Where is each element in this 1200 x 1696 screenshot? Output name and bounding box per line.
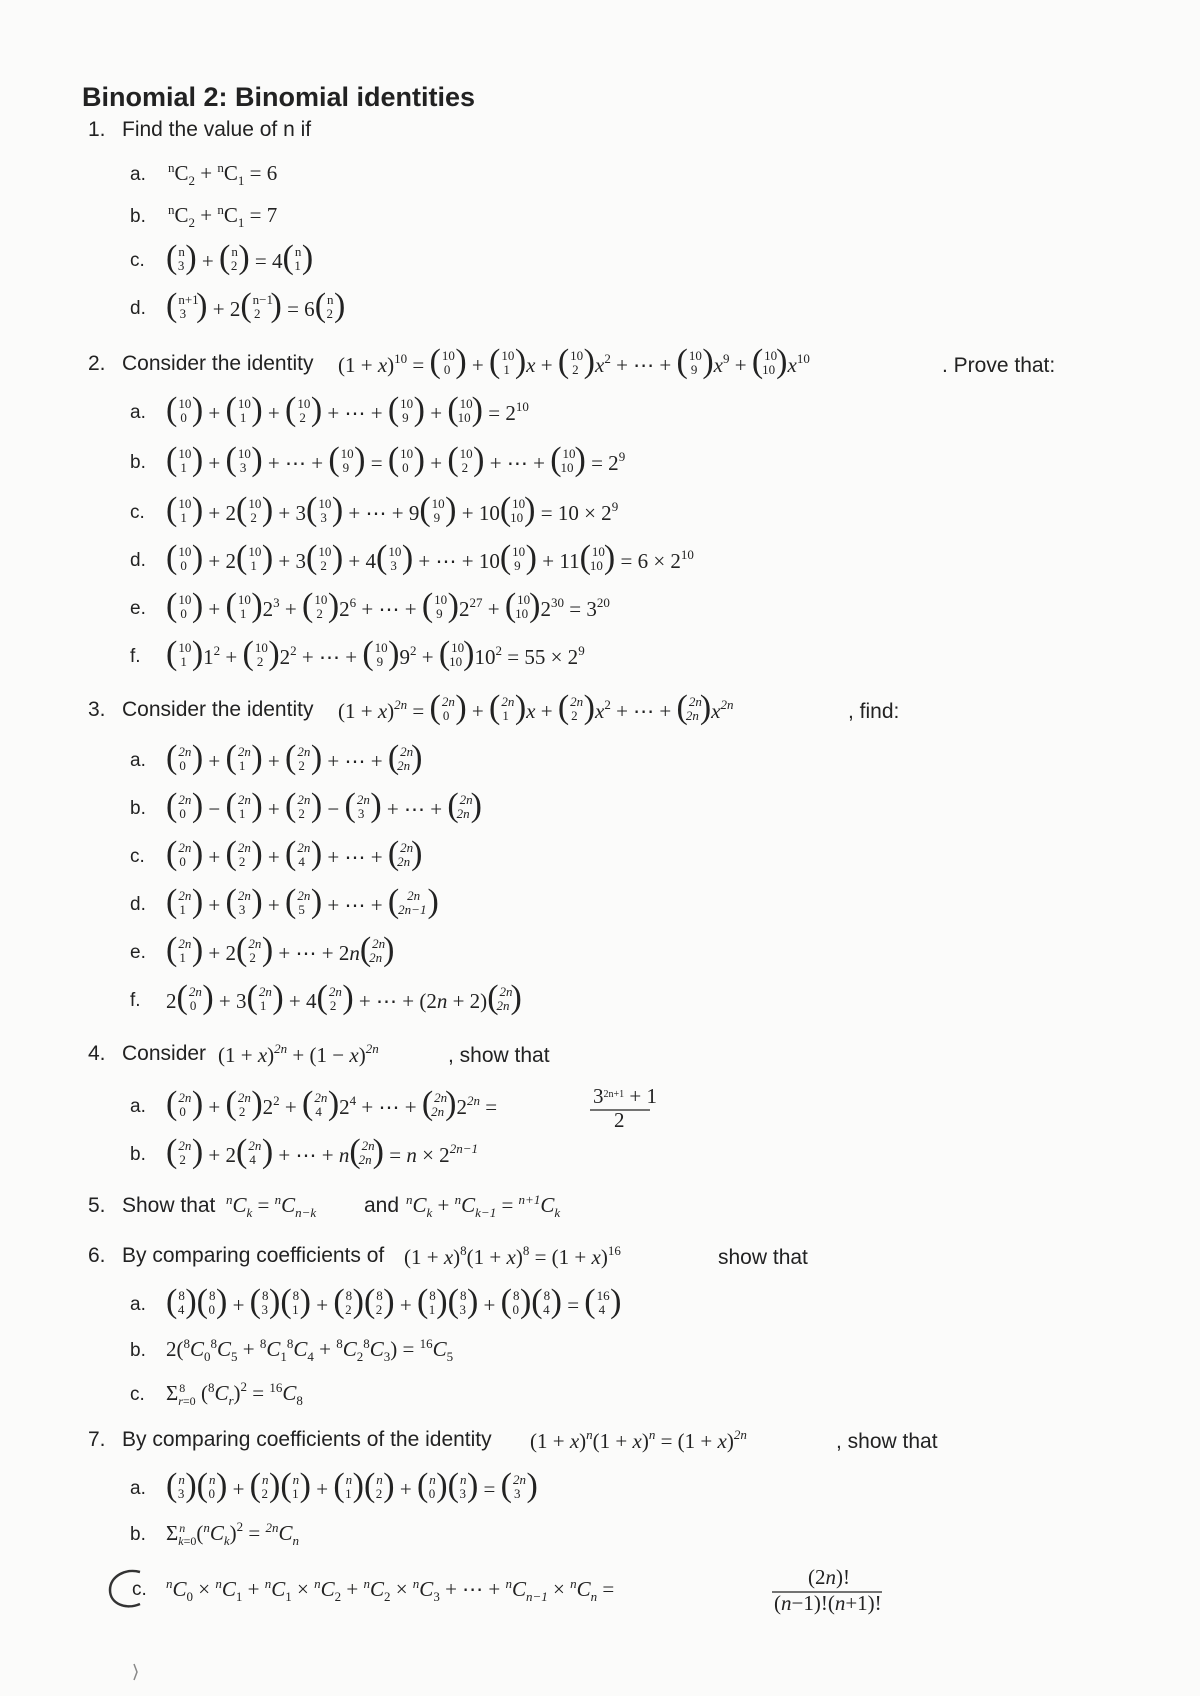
fraction-denominator: (n−1)!(n+1)!	[774, 1591, 882, 1615]
part-expression: ($^{10}$ 0 ) + ($^{10}$ 1 )$2^3 + (^{10}$ 2 )$2^6$ + ⋯ + ($^{10}$ 9 )$2^{27} + (^{10}$ $10)2^{30} = 3^{20}$	[166, 587, 610, 624]
part-expression: ($^n$ 3) + ($^n$ 2) = 4($^n$ 1)	[166, 239, 314, 276]
part-label: a.	[130, 402, 146, 423]
part-label: d.	[130, 298, 146, 319]
part-label: b.	[130, 452, 146, 473]
question-stem-text: Consider the identity	[122, 352, 314, 375]
part-2e	[130, 587, 610, 624]
part-7c	[110, 1565, 882, 1615]
part-expression: ($^{10}$ 1 ) + 2($^{10}$ 2 ) + 3($^{10}$ 3 ) + ⋯ + 9($^{10}$ 9 ) + 10($^{10}$ $10) = 10 \times 2^9$	[166, 491, 619, 528]
part-expression: ($^{10}$ 0 ) + 2($^{10}$ 1 ) + 3($^{10}$ 2 ) + 4($^{10}$ 3 ) + ⋯ + 10($^{10}$ 9 ) + 11($^{10}$ $10) = 6 \times 2^{10}$	[166, 539, 694, 576]
part-expression: ($^{2n}$ 0 ) + ($^{2n}$ 2 )$2^2 + (^{2n}$ 4 )$2^4$ + ⋯ + ($^{2n}$ $2n)2^{2n}$ =	[166, 1085, 498, 1122]
part-expression: ($^{2n}$ 1 ) + ($^{2n}$ 3 ) + ($^{2n}$ 5 ) + ⋯ + ( $^{2n}$ 2n−1)	[166, 883, 439, 920]
question-stem-math: $^nC_k + ^nC_{k-1} = ^{n+1}C_k$	[406, 1192, 561, 1220]
part-label: a.	[130, 164, 146, 185]
question-stem-math: $(1 + x)^8(1 + x)^8 = (1 + x)^{16}$	[404, 1243, 621, 1269]
page-title: Binomial 2: Binomial identities	[82, 82, 476, 112]
part-expression: ($^{2n}$ 0 ) + ($^{2n}$ 1 ) + ($^{2n}$ 2 ) + ⋯ + ($^{2n}$ 2n)	[166, 739, 423, 776]
part-expression: $\Sigma^n$ $k=0(^nC_k)^2 = ^{2n}C_n$	[166, 1519, 299, 1548]
part-expression: ($^{10}$ 1 )$1^2 + (^{10}$ 2 )$2^2$ + ⋯ + ($^{10}$ 9 )$9^2 + (^{10}$ $10)10^2 = 55 \times 2^9$	[166, 635, 585, 672]
part-expression: $\Sigma^8$ r=0 $(^8C_r)^2 = ^{16}C_8$	[166, 1379, 303, 1408]
question-stem-text: , find:	[848, 700, 900, 723]
question-number: 4.	[88, 1042, 106, 1065]
question-stem-math: $(1 + x)^{10} = (^{10}$ 0 ) + ($^{10}$ 1 )x + ($^{10}$ 2 )$x^2$ + ⋯ + ($^{10}$ 9 )$x^9 + (^{10}$ $10)x^{10}$	[338, 343, 810, 380]
part-7a	[130, 1467, 538, 1504]
stray-mark-icon	[134, 1664, 137, 1680]
part-3d	[130, 883, 439, 920]
question-4	[88, 1041, 657, 1170]
question-number: 5.	[88, 1194, 106, 1217]
part-expression: ($^{10}$ 0 ) + ($^{10}$ 1 ) + ($^{10}$ 2 ) + ⋯ + ($^{10}$ 9 ) + ($^{10}$ $10) = 2^{10}$	[166, 391, 529, 428]
part-label: f.	[130, 990, 141, 1011]
part-expression: ($^{10}$ 1 ) + ($^{10}$ 3 ) + ⋯ + ($^{10}$ 9 ) = ($^{10}$ 0 ) + ($^{10}$ 2 ) + ⋯ + ($^{10}$ $10) = 2^9$	[166, 441, 626, 478]
part-label: c.	[130, 502, 145, 523]
fraction-numerator: $3^{2n+1} + 1$	[593, 1084, 657, 1108]
part-expression: ($^8$ 4)($^8$ 0) + ($^8$ 3)($^8$ 1) + ($^8$ 2)($^8$ 2) + ($^8$ 1)($^8$ 3) + ($^8$ 0)($^8$ 4) = ($^{16}$ 4 )	[166, 1283, 622, 1320]
part-expression: $2(^8C_0^8C_5 + ^8C_1^8C_4 + ^8C_2^8C_3) = ^{16}C_5$	[166, 1336, 454, 1364]
question-number: 7.	[88, 1428, 106, 1451]
part-expression: ($^{2n}$ 0 ) − ($^{2n}$ 1 ) + ($^{2n}$ 2 ) − ($^{2n}$ 3 ) + ⋯ + ($^{2n}$ 2n)	[166, 787, 482, 824]
part-4a	[130, 1084, 657, 1132]
question-stem-text: , show that	[448, 1044, 550, 1067]
part-label: a.	[130, 1294, 146, 1315]
question-stem-math: $^nC_k = ^nC_{n-k}$	[226, 1192, 317, 1220]
part-2c	[130, 491, 618, 528]
part-label: c.	[132, 1579, 147, 1600]
part-expression: ($^{2n}$ 1 ) + 2($^{2n}$ 2 ) + ⋯ + 2n($^{2n}$ 2n)	[166, 931, 395, 968]
part-7b	[130, 1519, 299, 1548]
question-3	[88, 689, 899, 1016]
part-expression: $^nC_2 + ^nC_1 = 6$	[168, 160, 278, 188]
part-label: b.	[130, 798, 146, 819]
part-expression: ($^{2n}$ 0 ) + ($^{2n}$ 2 ) + ($^{2n}$ 4 ) + ⋯ + ($^{2n}$ 2n)	[166, 835, 423, 872]
question-stem-text: , show that	[836, 1430, 938, 1453]
part-1d	[130, 287, 345, 324]
part-label: b.	[130, 206, 146, 227]
part-6a	[130, 1283, 621, 1320]
question-5	[88, 1192, 560, 1220]
part-3c	[130, 835, 423, 872]
part-1b	[130, 202, 277, 230]
part-label: a.	[130, 1478, 146, 1499]
part-label: e.	[130, 598, 146, 619]
part-3e	[130, 931, 395, 968]
part-label: a.	[130, 750, 146, 771]
question-stem-text: and	[364, 1194, 400, 1217]
part-6c	[130, 1379, 303, 1408]
question-number: 2.	[88, 352, 106, 375]
part-label: b.	[130, 1524, 146, 1545]
question-number: 6.	[88, 1244, 106, 1267]
question-stem-text: Show that	[122, 1194, 216, 1217]
part-label: c.	[130, 250, 145, 271]
part-2a	[130, 391, 529, 428]
part-expression: ($^n$ 3)($^n$ 0) + ($^n$ 2)($^n$ 1) + ($^n$ 1)($^n$ 2) + ($^n$ 0)($^n$ 3) = ($^{2n}$ 3 )	[166, 1467, 538, 1504]
part-label: e.	[130, 942, 146, 963]
part-expression: $^nC_0 \times ^nC_1 + ^nC_1 \times ^nC_2 + ^nC_2 \times ^nC_3$ + ⋯ + $^nC_{n-1} \times ^nC_n$ =	[166, 1576, 615, 1604]
part-label: d.	[130, 550, 146, 571]
part-label: b.	[130, 1340, 146, 1361]
question-2	[88, 343, 1055, 672]
part-6b	[130, 1336, 453, 1364]
part-3b	[130, 787, 482, 824]
question-stem-text: By comparing coefficients of	[122, 1244, 385, 1267]
question-number: 3.	[88, 698, 106, 721]
part-1c	[130, 239, 313, 276]
part-label: f.	[130, 646, 141, 667]
part-3a	[130, 739, 423, 776]
part-1a	[130, 160, 277, 188]
question-stem-math: $(1 + x)^{2n} + (1 - x)^{2n}$	[218, 1041, 379, 1067]
part-label: d.	[130, 894, 146, 915]
part-label: c.	[130, 846, 145, 867]
question-stem: Find the value of n if	[122, 118, 312, 141]
question-stem-text: By comparing coefficients of the identity	[122, 1428, 492, 1451]
part-4b	[130, 1133, 478, 1170]
question-stem-text: Consider	[122, 1042, 207, 1065]
part-expression: ($^{2n}$ 2 ) + 2($^{2n}$ 4 ) + ⋯ + n($^{2n}$ $2n) = n \times 2^{2n-1}$	[166, 1133, 478, 1170]
question-stem-text: show that	[718, 1246, 808, 1269]
fraction-numerator: (2n)!	[808, 1565, 850, 1589]
question-stem-math: $(1 + x)^n(1 + x)^n = (1 + x)^{2n}$	[530, 1427, 747, 1453]
question-7	[88, 1427, 938, 1615]
question-6	[88, 1243, 808, 1408]
question-stem-text: . Prove that:	[942, 354, 1056, 377]
part-expression: ($^{n+1}$ 3 ) + 2($^{n-1}$ 2 ) = 6($^n$ 2)	[166, 287, 346, 324]
part-expression: $^nC_2 + ^nC_1 = 7$	[168, 202, 278, 230]
question-number: 1.	[88, 118, 106, 141]
part-label: b.	[130, 1144, 146, 1165]
question-stem-text: Consider the identity	[122, 698, 314, 721]
fraction-denominator: 2	[614, 1108, 625, 1132]
question-stem-math: $(1 + x)^{2n} = (^{2n}$ 0 ) + ($^{2n}$ 1 )x + ($^{2n}$ 2 )$x^2$ + ⋯ + ($^{2n}$ $2n)x^{2n}$	[338, 689, 734, 726]
part-2f	[130, 635, 585, 672]
question-1	[88, 118, 345, 324]
part-label: c.	[130, 1384, 145, 1405]
part-label: a.	[130, 1096, 146, 1117]
part-3f	[130, 979, 522, 1016]
part-2b	[130, 441, 625, 478]
part-expression: 2($^{2n}$ 0 ) + 3($^{2n}$ 1 ) + 4($^{2n}$ 2 ) + ⋯ + (2n + 2)($^{2n}$ 2n)	[166, 979, 522, 1016]
part-2d	[130, 539, 694, 576]
